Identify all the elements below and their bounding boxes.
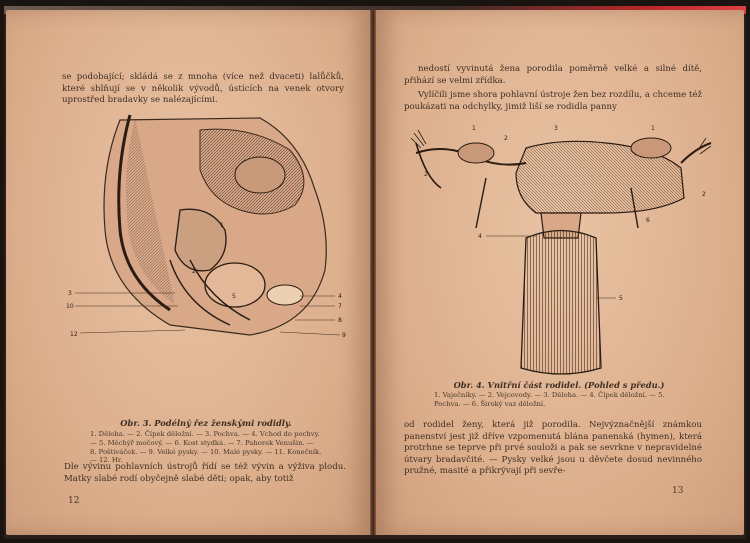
fig4-label-2-a: 2 — [504, 135, 508, 142]
fig3-label-left-b: 10 — [66, 303, 74, 310]
left-page-number: 12 — [68, 496, 80, 506]
open-book — [4, 6, 746, 539]
fig4-label-2-c: 2 — [702, 191, 706, 198]
fig3-label-right-b: 7 — [338, 303, 342, 310]
internal-organs-figure — [406, 118, 716, 380]
fig3-label-left-c: 12 — [70, 331, 78, 338]
fig3-label-1: 1 — [220, 222, 224, 229]
fig4-label-1-left: 1 — [472, 125, 476, 132]
fig3-label-right-a: 4 — [338, 293, 342, 300]
right-page — [376, 10, 744, 535]
fig4-caption-title: Obr. 4. Vnitřní část rodidel. (Pohled s předu.) — [453, 380, 665, 390]
fig4-legend: 1. Vaječníky. — 2. Vejcovody. — 3. Děloha. — 4. Čípek děložní. — 5. Pochva. — 6. Široký vaz děložní. — [434, 391, 665, 408]
sagittal-section-figure — [60, 110, 360, 340]
fig4-label-2-b: 2 — [424, 171, 428, 178]
fig4-label-6: 6 — [646, 217, 650, 224]
fig4-label-4: 4 — [478, 233, 482, 240]
right-page-number: 13 — [672, 486, 684, 496]
fig3-label-5: 5 — [232, 293, 236, 300]
left-page — [6, 10, 370, 535]
fig3-legend: 1. Děloha. — 2. Čípek děložní. — 3. Pochva. — 4. Vchod do pochvy. — 5. Měchýř močový. — 6. Kost stydká. — 7. Pahorek Venušin. — 8. Poštiváček. — 9. Velké pysky. — 10. Malé pysky. — 11. Konečník. — 12. Hr. — [90, 430, 322, 465]
fig4-label-1-right: 1 — [651, 125, 655, 132]
fig3-label-right-d: 9 — [342, 332, 346, 339]
fig3-caption-title: Obr. 3. Podélný řez ženskými rodidly. — [120, 418, 292, 428]
fig3-label-2: 2 — [192, 268, 196, 275]
fig3-label-right-c: 8 — [338, 317, 342, 324]
fig4-label-3: 3 — [554, 125, 558, 132]
right-paragraph-bottom: od rodidel ženy, která již porodila. Nejvýznačnější známkou panenství jest již dříve vzpomenutá blána panenská (hymen), která protrhne se teprve při prvé souloži a pak se sevrkne v nepravidelné útvary bradavčité. — Pysky velké jsou u děvčete dosud nevinného pružné, masité a přikrývají při sevře- — [404, 420, 702, 477]
fig3-label-left-a: 3 — [68, 290, 72, 297]
left-paragraph-top: se podobající; skládá se z mnoha (více než dvaceti) lalůčků, které shlňují se v několik vývodů, ústících na venek otvory uprostřed bradavky se nalézajícími. — [62, 72, 344, 106]
left-paragraph-bottom: Dle vývinu pohlavních ústrojů řídí se též vývin a výživa plodu. Matky slabé rodí obyčejně slabé děti; opak, aby totiž — [64, 462, 346, 484]
right-paragraph-top-2: Vylíčili jsme shora pohlavní ústroje žen bez rozdílu, a chceme též poukázati na odchylky, jimiž liší se rodidla panny — [404, 90, 702, 112]
right-paragraph-top-1: nedostí vyvinutá žena porodila poměrně velké a silné dítě, přihází se velmi zřídka. — [404, 64, 702, 86]
fig4-label-5: 5 — [619, 295, 623, 302]
